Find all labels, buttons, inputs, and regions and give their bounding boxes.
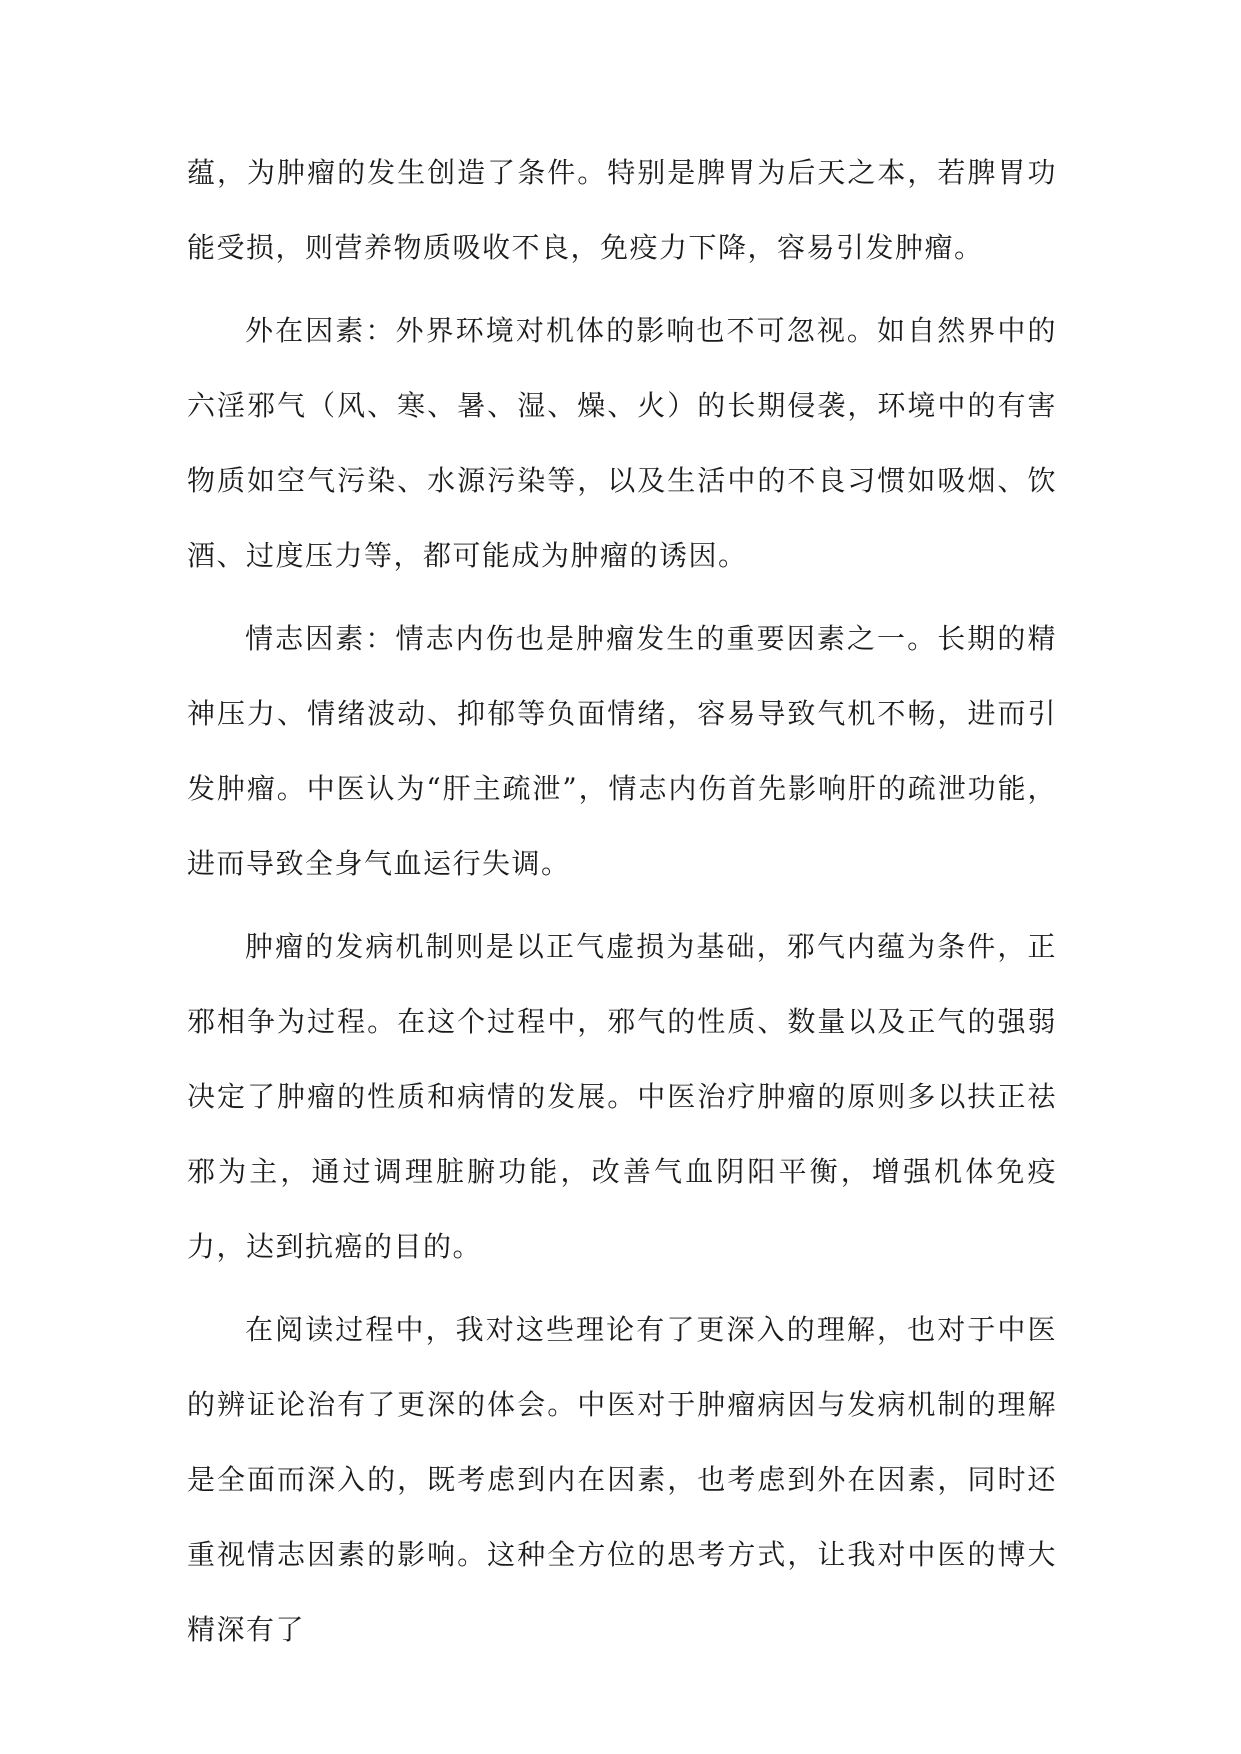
paragraph: 在阅读过程中，我对这些理论有了更深入的理解，也对于中医的辨证论治有了更深的体会。中医对于肿瘤病因与发病机制的理解是全面而深入的，既考虑到内在因素，也考虑到外在因素，同时还重视情志因素的影响。这种全方位的思考方式，让我对中医的博大精深有了 xyxy=(187,1313,1057,1646)
paragraph: 肿瘤的发病机制则是以正气虚损为基础，邪气内蕴为条件，正邪相争为过程。在这个过程中，邪气的性质、数量以及正气的强弱决定了肿瘤的性质和病情的发展。中医治疗肿瘤的原则多以扶正祛邪为主，通过调理脏腑功能，改善气血阴阳平衡，增强机体免疫力，达到抗癌的目的。 xyxy=(187,930,1057,1263)
body-text xyxy=(187,135,1057,1675)
paragraph: 蕴，为肿瘤的发生创造了条件。特别是脾胃为后天之本，若脾胃功能受损，则营养物质吸收不良，免疫力下降，容易引发肿瘤。 xyxy=(187,156,1057,264)
paragraph: 情志因素：情志内伤也是肿瘤发生的重要因素之一。长期的精神压力、情绪波动、抑郁等负面情绪，容易导致气机不畅，进而引发肿瘤。中医认为“肝主疏泄”，情志内伤首先影响肝的疏泄功能，进而导致全身气血运行失调。 xyxy=(187,622,1057,880)
paragraph: 外在因素：外界环境对机体的影响也不可忽视。如自然界中的六淫邪气（风、寒、暑、湿、燥、火）的长期侵袭，环境中的有害物质如空气污染、水源污染等，以及生活中的不良习惯如吸烟、饮酒、过度压力等，都可能成为肿瘤的诱因。 xyxy=(187,314,1057,572)
